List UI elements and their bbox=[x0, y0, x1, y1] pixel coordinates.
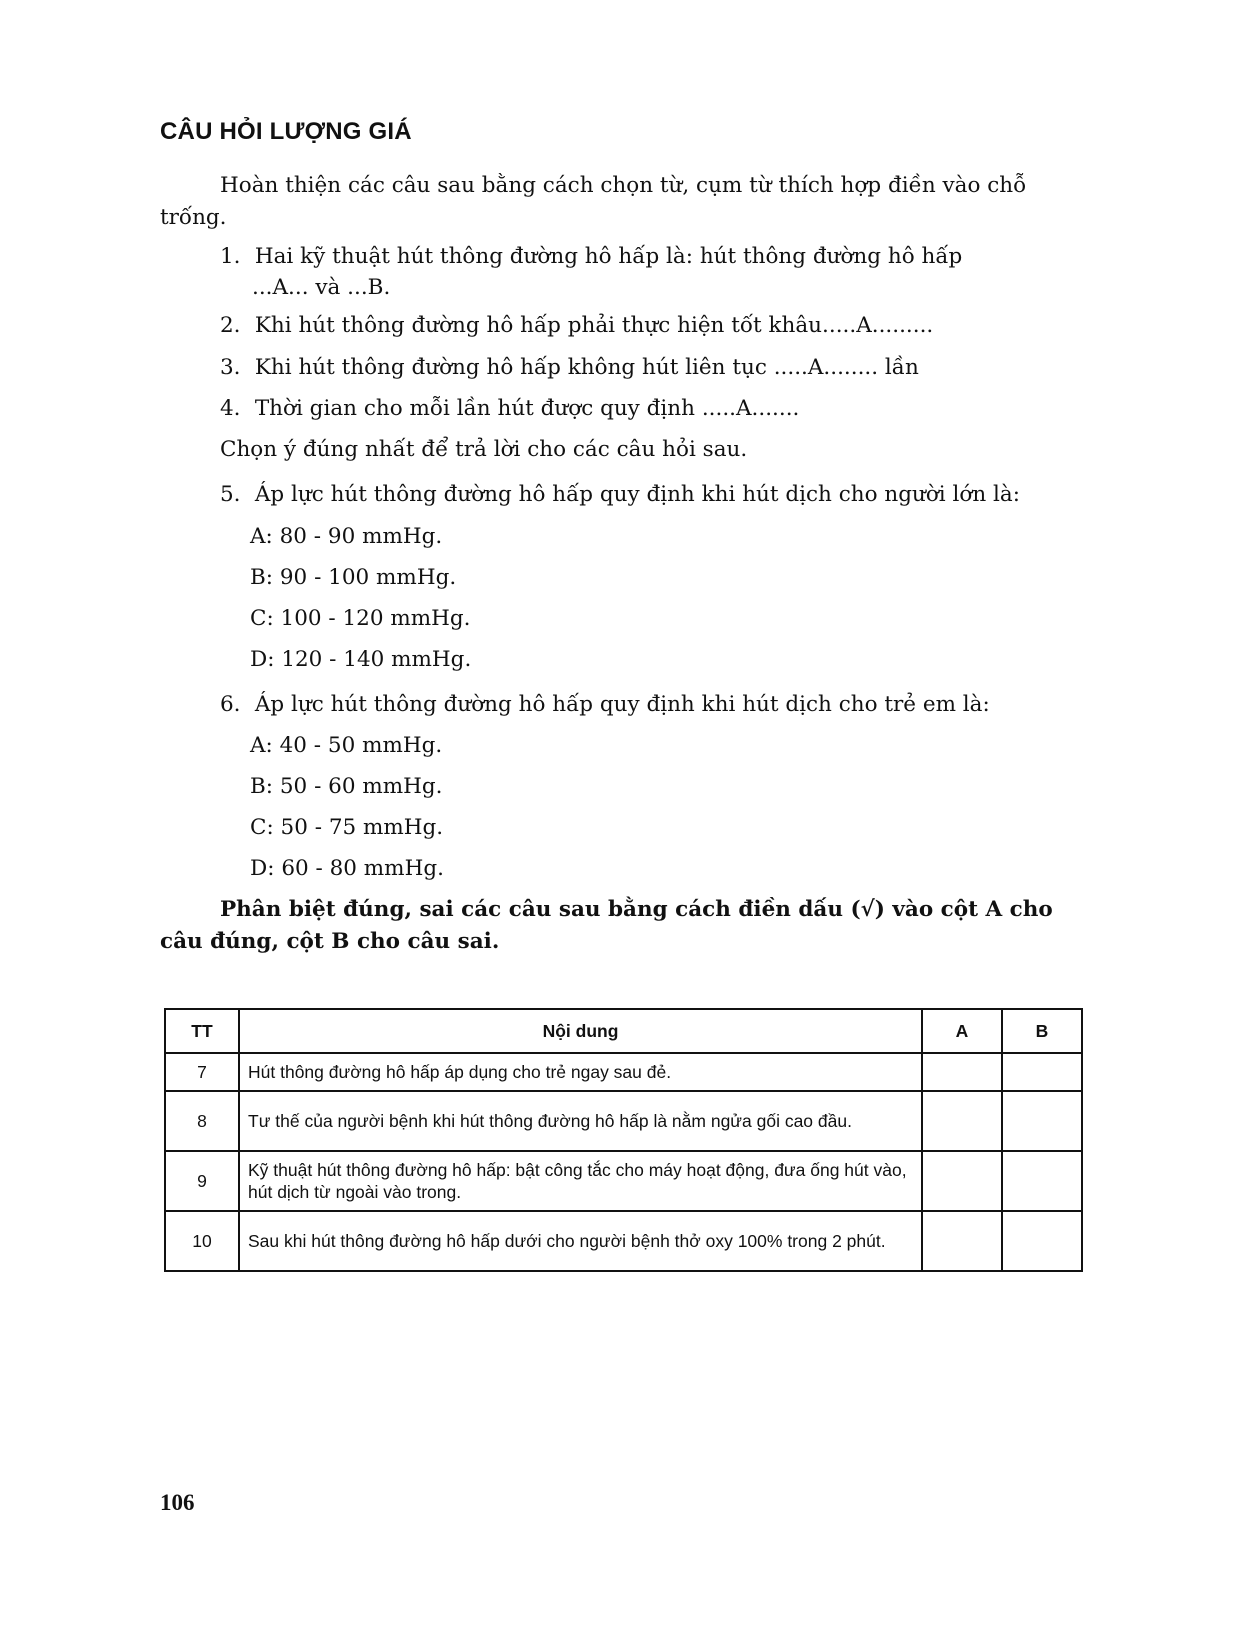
answer-cell-b[interactable] bbox=[1002, 1211, 1082, 1271]
question-6 bbox=[220, 689, 1080, 721]
question-number: 4. bbox=[220, 396, 241, 421]
row-number: 10 bbox=[165, 1211, 239, 1271]
option-5c: C: 100 - 120 mmHg. bbox=[250, 606, 471, 631]
option-6b: B: 50 - 60 mmHg. bbox=[250, 774, 443, 799]
question-text: Thời gian cho mỗi lần hút được quy định .....A....... bbox=[254, 396, 800, 421]
option-5d: D: 120 - 140 mmHg. bbox=[250, 647, 472, 672]
question-text: Áp lực hút thông đường hô hấp quy định khi hút dịch cho trẻ em là: bbox=[254, 692, 990, 717]
question-3 bbox=[220, 352, 1080, 384]
answer-cell-a[interactable] bbox=[922, 1211, 1002, 1271]
question-number: 5. bbox=[220, 482, 241, 507]
header-b: B bbox=[1002, 1009, 1082, 1053]
answer-cell-b[interactable] bbox=[1002, 1091, 1082, 1151]
question-number: 2. bbox=[220, 313, 241, 338]
question-text: Áp lực hút thông đường hô hấp quy định khi hút dịch cho người lớn là: bbox=[254, 482, 1020, 507]
header-tt: TT bbox=[165, 1009, 239, 1053]
row-content: Sau khi hút thông đường hô hấp dưới cho người bệnh thở oxy 100% trong 2 phút. bbox=[239, 1211, 922, 1271]
question-4 bbox=[220, 393, 1080, 425]
question-number: 1. bbox=[220, 244, 241, 269]
table-row bbox=[165, 1091, 1082, 1151]
page-number: 106 bbox=[160, 1490, 195, 1515]
question-1 bbox=[220, 241, 1080, 273]
question-5 bbox=[220, 479, 1080, 511]
option-6c: C: 50 - 75 mmHg. bbox=[250, 815, 444, 840]
question-number: 3. bbox=[220, 355, 241, 380]
answer-cell-a[interactable] bbox=[922, 1091, 1002, 1151]
row-number: 9 bbox=[165, 1151, 239, 1211]
answer-cell-a[interactable] bbox=[922, 1151, 1002, 1211]
row-number: 7 bbox=[165, 1053, 239, 1091]
option-6a: A: 40 - 50 mmHg. bbox=[250, 733, 443, 758]
question-text: Khi hút thông đường hô hấp phải thực hiện tốt khâu.....A......... bbox=[254, 313, 934, 338]
row-content: Tư thế của người bệnh khi hút thông đường hô hấp là nằm ngửa gối cao đầu. bbox=[239, 1091, 922, 1151]
header-a: A bbox=[922, 1009, 1002, 1053]
question-number: 6. bbox=[220, 692, 241, 717]
question-text: Khi hút thông đường hô hấp không hút liên tục .....A........ lần bbox=[254, 355, 919, 380]
question-1-continuation: ...A... và ...B. bbox=[252, 275, 391, 300]
table-row bbox=[165, 1211, 1082, 1271]
question-text: Hai kỹ thuật hút thông đường hô hấp là: hút thông đường hô hấp bbox=[254, 244, 963, 269]
option-5a: A: 80 - 90 mmHg. bbox=[250, 524, 443, 549]
row-content: Kỹ thuật hút thông đường hô hấp: bật công tắc cho máy hoạt động, đưa ống hút vào, hút dịch từ ngoài vào trong. bbox=[239, 1151, 922, 1211]
table-row bbox=[165, 1053, 1082, 1091]
option-5b: B: 90 - 100 mmHg. bbox=[250, 565, 457, 590]
row-content: Hút thông đường hô hấp áp dụng cho trẻ ngay sau đẻ. bbox=[239, 1053, 922, 1091]
section-heading: CÂU HỎI LƯỢNG GIÁ bbox=[160, 118, 412, 145]
question-2 bbox=[220, 310, 1080, 342]
true-false-table bbox=[164, 1008, 1083, 1272]
option-6d: D: 60 - 80 mmHg. bbox=[250, 856, 444, 881]
row-number: 8 bbox=[165, 1091, 239, 1151]
intro-multiple-choice: Chọn ý đúng nhất để trả lời cho các câu hỏi sau. bbox=[220, 437, 748, 462]
table-row bbox=[165, 1151, 1082, 1211]
answer-cell-b[interactable] bbox=[1002, 1151, 1082, 1211]
header-content: Nội dung bbox=[239, 1009, 922, 1053]
intro-true-false: Phân biệt đúng, sai các câu sau bằng cách điền dấu (√) vào cột A cho câu đúng, cột B cho câu sai. bbox=[160, 897, 1053, 954]
answer-cell-b[interactable] bbox=[1002, 1053, 1082, 1091]
intro-fill-in: Hoàn thiện các câu sau bằng cách chọn từ, cụm từ thích hợp điền vào chỗ trống. bbox=[160, 173, 1027, 230]
answer-cell-a[interactable] bbox=[922, 1053, 1002, 1091]
table-header-row bbox=[165, 1009, 1082, 1053]
